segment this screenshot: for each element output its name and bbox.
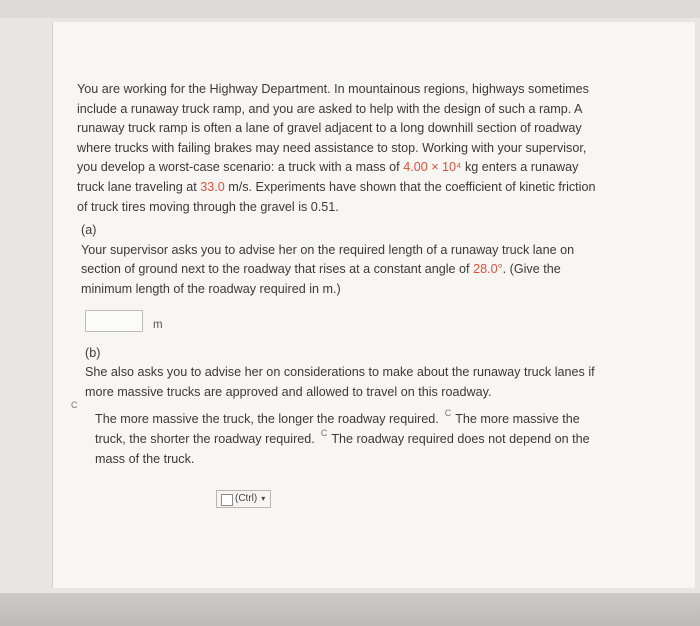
option-1-label[interactable]: The more massive the truck, the longer the roadway required.	[95, 412, 439, 427]
angle-value: 28.0°	[473, 262, 503, 277]
part-a-text-1: Your supervisor asks you to advise her on the required length of a runaway truck lane on section of ground next to the roadway that rises at a constant angle of	[81, 242, 575, 277]
paste-options-button[interactable]	[216, 490, 271, 508]
part-b-block	[71, 344, 602, 470]
paste-options-label: (Ctrl)	[235, 493, 258, 504]
top-strip	[0, 0, 700, 18]
dropdown-arrow-icon: ▾	[261, 494, 266, 503]
question-content	[71, 80, 602, 469]
problem-text-2: kg enters a runaway truck lane traveling at	[77, 160, 579, 194]
problem-text-3: m/s. Experiments have shown that the coefficient of kinetic friction of truck tires moving through the gravel is 0.51.	[77, 179, 596, 214]
length-answer-input[interactable]	[85, 310, 143, 332]
radio-option-1[interactable]: C	[71, 400, 78, 411]
radio-option-3[interactable]: C	[320, 427, 328, 438]
problem-statement	[77, 80, 602, 217]
option-3-label[interactable]: The roadway required does not depend on the mass of the truck.	[95, 431, 590, 466]
unit-label: m	[153, 318, 163, 331]
part-b-label: (b)	[85, 345, 101, 360]
problem-text-1: You are working for the Highway Department. In mountainous regions, highways sometimes include a runaway truck ramp, and you are asked to help with the design of such a ramp. A runaway truck ramp is often a lane of gravel adjacent to a long downhill section of roadway where trucks with failing brakes may need assistance to stop. Working with your supervisor, you develop a worst-case scenario: a truck with a mass of	[77, 82, 589, 175]
speed-value: 33.0	[200, 179, 225, 194]
answer-choices	[71, 400, 603, 469]
part-a-label: (a)	[81, 223, 97, 238]
part-a-block	[81, 221, 602, 331]
answer-row	[85, 310, 602, 332]
radio-option-2[interactable]: C	[444, 408, 452, 419]
clipboard-icon	[221, 494, 233, 506]
part-b-question: She also asks you to advise her on considerations to make about the runaway truck lanes if more massive trucks are approved and allowed to travel on this roadway.	[85, 365, 595, 399]
bottom-bar	[0, 593, 700, 626]
option-2-label[interactable]: The more massive the truck, the shorter the roadway required.	[95, 412, 580, 446]
mass-value: 4.00 × 10⁴	[403, 160, 462, 175]
part-a-question	[81, 241, 602, 300]
part-a-text-2: . (Give the minimum length of the roadway required in m.)	[81, 262, 561, 296]
